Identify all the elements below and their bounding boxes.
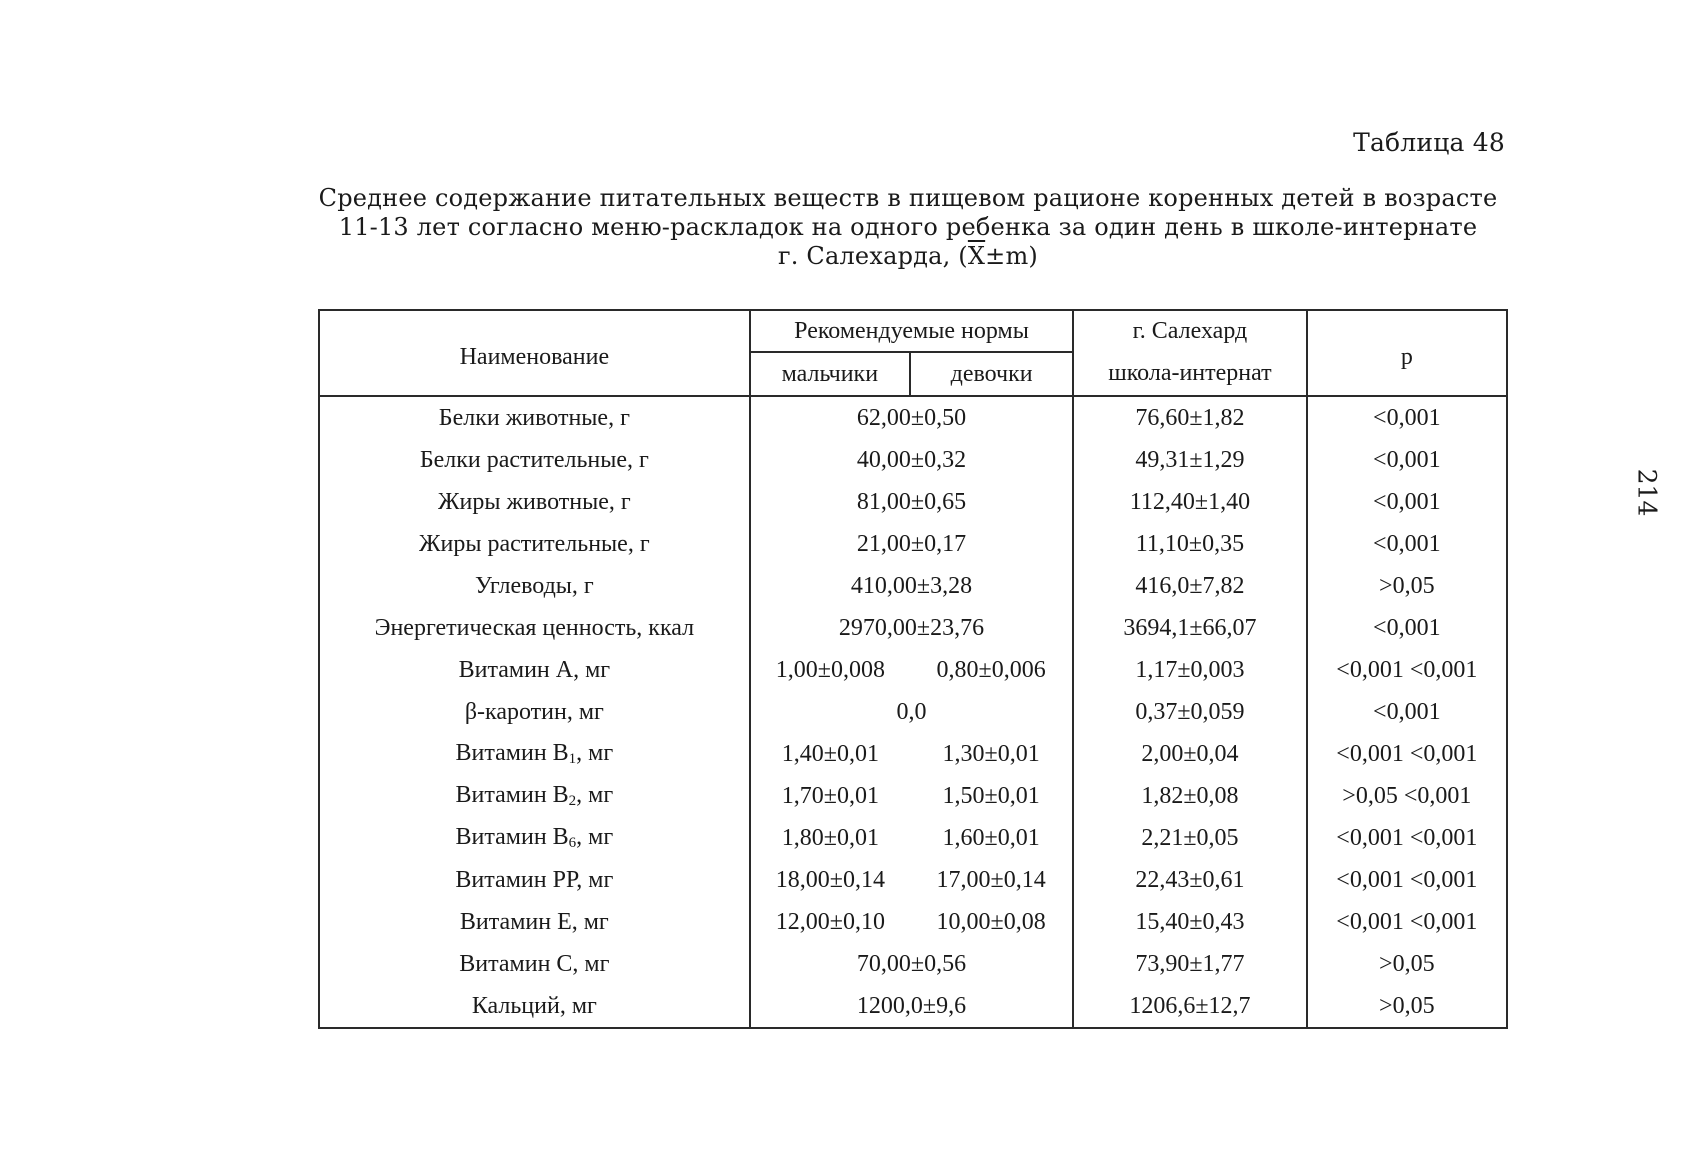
header-school: школа-интернат: [1073, 352, 1306, 396]
header-name: Наименование: [319, 310, 750, 396]
row-p: <0,001: [1307, 691, 1507, 733]
row-school: 0,37±0,059: [1073, 691, 1306, 733]
row-school: 1206,6±12,7: [1073, 985, 1306, 1028]
row-norm: 410,00±3,28: [750, 565, 1074, 607]
row-p: <0,001 <0,001: [1307, 901, 1507, 943]
row-boys: 18,00±0,14: [750, 859, 910, 901]
row-girls: 1,50±0,01: [910, 775, 1073, 817]
row-school: 1,82±0,08: [1073, 775, 1306, 817]
row-school: 11,10±0,35: [1073, 523, 1306, 565]
row-name: [319, 733, 750, 775]
table-row: [319, 859, 1507, 901]
row-p: <0,001 <0,001: [1307, 817, 1507, 859]
row-norm: 2970,00±23,76: [750, 607, 1074, 649]
row-name: [319, 817, 750, 859]
row-p: >0,05: [1307, 985, 1507, 1028]
header-girls: девочки: [910, 352, 1073, 396]
row-name-base: Витамин B: [455, 824, 569, 850]
row-school: 76,60±1,82: [1073, 396, 1306, 439]
row-name: Энергетическая ценность, ккал: [319, 607, 750, 649]
row-name: Витамин С, мг: [319, 943, 750, 985]
row-norm: 70,00±0,56: [750, 943, 1074, 985]
row-girls: 17,00±0,14: [910, 859, 1073, 901]
row-boys: 1,70±0,01: [750, 775, 910, 817]
caption-line-3-suffix: ±m): [985, 242, 1038, 270]
table-row: [319, 943, 1507, 985]
header-salekhard: г. Салехард: [1073, 310, 1306, 352]
row-name-tail: , мг: [576, 782, 614, 808]
row-school: 2,00±0,04: [1073, 733, 1306, 775]
row-school: 1,17±0,003: [1073, 649, 1306, 691]
table-row: [319, 396, 1507, 439]
row-school: 49,31±1,29: [1073, 439, 1306, 481]
row-name: Жиры растительные, г: [319, 523, 750, 565]
row-girls: 1,30±0,01: [910, 733, 1073, 775]
row-p: <0,001 <0,001: [1307, 733, 1507, 775]
row-name: Витамин Е, мг: [319, 901, 750, 943]
row-name: Витамин РР, мг: [319, 859, 750, 901]
row-school: 73,90±1,77: [1073, 943, 1306, 985]
row-name: Жиры животные, г: [319, 481, 750, 523]
caption-line-2: 11-13 лет согласно меню-раскладок на одного ребенка за один день в школе-интернате: [338, 213, 1478, 241]
row-boys: 12,00±0,10: [750, 901, 910, 943]
row-boys: 1,40±0,01: [750, 733, 910, 775]
row-name: Белки животные, г: [319, 396, 750, 439]
table-row: [319, 775, 1507, 817]
row-girls: 10,00±0,08: [910, 901, 1073, 943]
row-norm: 62,00±0,50: [750, 396, 1074, 439]
table-row: [319, 649, 1507, 691]
row-name-tail: , мг: [576, 740, 614, 766]
caption-line-1: Среднее содержание питательных веществ в пищевом рационе коренных детей в возрасте: [318, 184, 1498, 212]
row-school: 112,40±1,40: [1073, 481, 1306, 523]
row-name: [319, 775, 750, 817]
header-p: р: [1307, 310, 1507, 396]
row-name: Углеводы, г: [319, 565, 750, 607]
table-row: [319, 523, 1507, 565]
header-boys: мальчики: [750, 352, 910, 396]
row-school: 2,21±0,05: [1073, 817, 1306, 859]
row-school: 15,40±0,43: [1073, 901, 1306, 943]
row-norm: 0,0: [750, 691, 1074, 733]
caption-line-3-prefix: г. Салехарда, (: [777, 242, 968, 270]
table-row: [319, 985, 1507, 1028]
row-name: Кальций, мг: [319, 985, 750, 1028]
table-row: [319, 733, 1507, 775]
table-row: [319, 817, 1507, 859]
row-p: >0,05: [1307, 943, 1507, 985]
table-row: [319, 607, 1507, 649]
row-name-subscript: 1: [568, 751, 577, 767]
row-p: <0,001: [1307, 607, 1507, 649]
nutrient-table: [318, 309, 1508, 1029]
page-number: 214: [1632, 468, 1662, 517]
row-girls: 1,60±0,01: [910, 817, 1073, 859]
table-row: [319, 691, 1507, 733]
caption-mean-symbol: $\overline{X}$: [967, 242, 986, 270]
row-school: 22,43±0,61: [1073, 859, 1306, 901]
row-p: <0,001 <0,001: [1307, 859, 1507, 901]
row-girls: 0,80±0,006: [910, 649, 1073, 691]
row-school: 3694,1±66,07: [1073, 607, 1306, 649]
row-name-base: Витамин B: [455, 740, 569, 766]
table-label: Таблица 48: [1353, 128, 1505, 157]
row-name: Белки растительные, г: [319, 439, 750, 481]
row-norm: 81,00±0,65: [750, 481, 1074, 523]
row-name: β-каротин, мг: [319, 691, 750, 733]
row-p: >0,05 <0,001: [1307, 775, 1507, 817]
row-name-base: Витамин B: [455, 782, 569, 808]
row-p: <0,001 <0,001: [1307, 649, 1507, 691]
row-p: <0,001: [1307, 396, 1507, 439]
table-row: [319, 439, 1507, 481]
caption-line-3: [318, 242, 1498, 271]
row-name-subscript: 2: [568, 793, 577, 809]
row-norm: 1200,0±9,6: [750, 985, 1074, 1028]
row-norm: 40,00±0,32: [750, 439, 1074, 481]
row-name-subscript: 6: [568, 835, 577, 851]
row-name-tail: , мг: [576, 824, 614, 850]
row-p: >0,05: [1307, 565, 1507, 607]
row-name: Витамин А, мг: [319, 649, 750, 691]
row-boys: 1,00±0,008: [750, 649, 910, 691]
row-norm: 21,00±0,17: [750, 523, 1074, 565]
table-caption: [318, 184, 1498, 271]
table-row: [319, 481, 1507, 523]
row-boys: 1,80±0,01: [750, 817, 910, 859]
table-row: [319, 901, 1507, 943]
table-row: [319, 565, 1507, 607]
row-p: <0,001: [1307, 439, 1507, 481]
row-p: <0,001: [1307, 523, 1507, 565]
header-norms: Рекомендуемые нормы: [750, 310, 1074, 352]
row-school: 416,0±7,82: [1073, 565, 1306, 607]
row-p: <0,001: [1307, 481, 1507, 523]
